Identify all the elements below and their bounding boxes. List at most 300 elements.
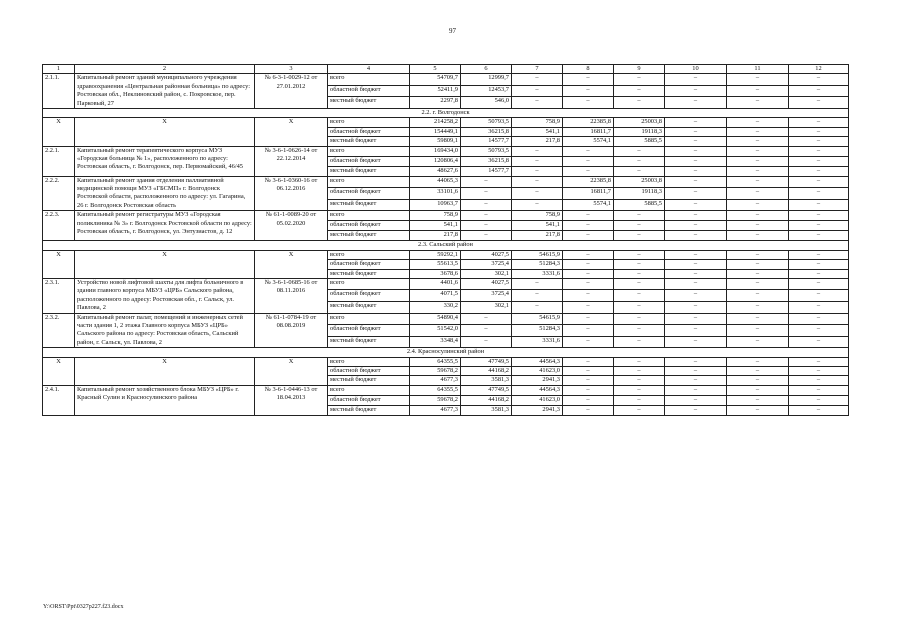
total-row bbox=[43, 118, 849, 127]
amount-cell: – bbox=[563, 146, 614, 156]
amount-cell: – bbox=[789, 85, 849, 97]
amount-cell: – bbox=[614, 74, 665, 86]
amount-cell: 51284,3 bbox=[512, 260, 563, 269]
amount-cell: 541,1 bbox=[410, 221, 461, 231]
amount-cell: – bbox=[563, 405, 614, 415]
funding-source: областной бюджет bbox=[328, 325, 410, 337]
funding-source: областной бюджет bbox=[328, 85, 410, 97]
amount-cell: – bbox=[727, 97, 789, 109]
header-cell: 11 bbox=[727, 65, 789, 74]
amount-cell: – bbox=[789, 376, 849, 385]
amount-cell: 25003,8 bbox=[614, 176, 665, 188]
document-ref: № 61-1-0784-19 от 08.08.2019 bbox=[255, 313, 328, 348]
funding-source: областной бюджет bbox=[328, 366, 410, 375]
funding-source: местный бюджет bbox=[328, 231, 410, 241]
amount-cell: – bbox=[727, 325, 789, 337]
section-row bbox=[43, 241, 849, 250]
amount-cell: – bbox=[727, 278, 789, 290]
amount-cell: – bbox=[789, 176, 849, 188]
amount-cell: – bbox=[563, 278, 614, 290]
amount-cell: – bbox=[563, 366, 614, 375]
funding-source: местный бюджет bbox=[328, 199, 410, 211]
amount-cell: 54615,9 bbox=[512, 313, 563, 325]
amount-cell: 55613,5 bbox=[410, 260, 461, 269]
amount-cell: 44168,2 bbox=[461, 366, 512, 375]
object-name: Капитальный ремонт регистратуры МУЗ «Городская поликлиника № 3» г. Волгодонск Ростовской области по адресу: Ростовская область, г. Волгодонск, ул. Энтузиастов, д. 12 bbox=[75, 211, 255, 241]
amount-cell: 2941,3 bbox=[512, 405, 563, 415]
amount-cell: 59678,2 bbox=[410, 395, 461, 405]
amount-cell: – bbox=[665, 146, 727, 156]
amount-cell: 25003,8 bbox=[614, 118, 665, 127]
row-number: 2.4.1. bbox=[43, 385, 75, 415]
amount-cell: – bbox=[614, 278, 665, 290]
funding-source: местный бюджет bbox=[328, 166, 410, 176]
funding-source: областной бюджет bbox=[328, 290, 410, 302]
amount-cell: 52411,9 bbox=[410, 85, 461, 97]
table-body bbox=[43, 65, 849, 416]
amount-cell: – bbox=[512, 97, 563, 109]
amount-cell: 22385,8 bbox=[563, 176, 614, 188]
section-title: 2.4. Красносулинский район bbox=[43, 348, 849, 357]
amount-cell: – bbox=[727, 74, 789, 86]
amount-cell: – bbox=[461, 199, 512, 211]
amount-cell: – bbox=[563, 250, 614, 259]
amount-cell: – bbox=[727, 127, 789, 136]
amount-cell: – bbox=[727, 250, 789, 259]
amount-cell: 12999,7 bbox=[461, 74, 512, 86]
amount-cell: 54890,4 bbox=[410, 313, 461, 325]
funding-source: всего bbox=[328, 118, 410, 127]
funding-source: областной бюджет bbox=[328, 221, 410, 231]
amount-cell: 4401,6 bbox=[410, 278, 461, 290]
section-row bbox=[43, 348, 849, 357]
amount-cell: 36215,8 bbox=[461, 127, 512, 136]
amount-cell: – bbox=[789, 395, 849, 405]
amount-cell: 16811,7 bbox=[563, 188, 614, 200]
amount-cell: – bbox=[789, 278, 849, 290]
header-cell: 1 bbox=[43, 65, 75, 74]
funding-source: всего bbox=[328, 146, 410, 156]
amount-cell: – bbox=[727, 357, 789, 366]
funding-source: всего bbox=[328, 176, 410, 188]
amount-cell: 541,1 bbox=[512, 127, 563, 136]
amount-cell: 5574,1 bbox=[563, 199, 614, 211]
object-name: Капитальный ремонт палат, помещений и инженерных сетей части здания 1, 2 этажа Главного корпуса МБУЗ «ЦРБ» Сальского района по адресу: Ростовская область, Сальский район, г. Сальск, ул. Павлова, 2 bbox=[75, 313, 255, 348]
amount-cell: 33101,6 bbox=[410, 188, 461, 200]
amount-cell: – bbox=[665, 211, 727, 221]
funding-source: всего bbox=[328, 385, 410, 395]
funding-source: всего bbox=[328, 211, 410, 221]
amount-cell: – bbox=[789, 290, 849, 302]
document-ref: Х bbox=[255, 118, 328, 146]
amount-cell: – bbox=[563, 85, 614, 97]
amount-cell: – bbox=[614, 405, 665, 415]
amount-cell: – bbox=[563, 260, 614, 269]
amount-cell: 169434,0 bbox=[410, 146, 461, 156]
amount-cell: – bbox=[614, 269, 665, 278]
document-ref: № 6-3-1-0029-12 от 27.01.2012 bbox=[255, 74, 328, 109]
amount-cell: – bbox=[665, 269, 727, 278]
amount-cell: – bbox=[727, 385, 789, 395]
footer-file-path: Y:\ORST\Ppt\0327p227.f23.docx bbox=[43, 604, 124, 610]
amount-cell: – bbox=[727, 156, 789, 166]
item-row bbox=[43, 385, 849, 395]
budget-table bbox=[42, 64, 849, 416]
amount-cell: – bbox=[789, 188, 849, 200]
amount-cell: 59292,1 bbox=[410, 250, 461, 259]
amount-cell: – bbox=[665, 176, 727, 188]
amount-cell: – bbox=[512, 166, 563, 176]
amount-cell: – bbox=[789, 221, 849, 231]
amount-cell: – bbox=[789, 325, 849, 337]
section-title: 2.3. Сальский район bbox=[43, 241, 849, 250]
funding-source: всего bbox=[328, 278, 410, 290]
amount-cell: – bbox=[727, 260, 789, 269]
amount-cell: – bbox=[789, 231, 849, 241]
amount-cell: – bbox=[512, 188, 563, 200]
funding-source: местный бюджет bbox=[328, 97, 410, 109]
amount-cell: – bbox=[727, 85, 789, 97]
amount-cell: – bbox=[727, 336, 789, 348]
amount-cell: – bbox=[461, 231, 512, 241]
document-ref: № 3-6-1-0360-16 от 06.12.2016 bbox=[255, 176, 328, 211]
item-row bbox=[43, 74, 849, 86]
funding-source: всего bbox=[328, 74, 410, 86]
amount-cell: 19118,3 bbox=[614, 188, 665, 200]
amount-cell: – bbox=[727, 176, 789, 188]
amount-cell: 44564,3 bbox=[512, 385, 563, 395]
row-number: 2.3.2. bbox=[43, 313, 75, 348]
amount-cell: – bbox=[614, 301, 665, 313]
amount-cell: – bbox=[665, 325, 727, 337]
header-cell: 12 bbox=[789, 65, 849, 74]
item-row bbox=[43, 211, 849, 221]
amount-cell: – bbox=[563, 357, 614, 366]
header-cell: 7 bbox=[512, 65, 563, 74]
amount-cell: – bbox=[512, 176, 563, 188]
section-row bbox=[43, 109, 849, 118]
amount-cell: 758,9 bbox=[410, 211, 461, 221]
header-cell: 5 bbox=[410, 65, 461, 74]
amount-cell: 54615,9 bbox=[512, 250, 563, 259]
amount-cell: 3725,4 bbox=[461, 260, 512, 269]
header-cell: 10 bbox=[665, 65, 727, 74]
item-row bbox=[43, 313, 849, 325]
document-ref: № 61-1-0089-20 от 05.02.2020 bbox=[255, 211, 328, 241]
row-number: 2.2.2. bbox=[43, 176, 75, 211]
amount-cell: 330,2 bbox=[410, 301, 461, 313]
amount-cell: – bbox=[665, 199, 727, 211]
amount-cell: – bbox=[614, 231, 665, 241]
amount-cell: – bbox=[461, 176, 512, 188]
amount-cell: 3581,3 bbox=[461, 405, 512, 415]
amount-cell: 3678,6 bbox=[410, 269, 461, 278]
amount-cell: – bbox=[563, 74, 614, 86]
amount-cell: – bbox=[665, 313, 727, 325]
amount-cell: 154449,1 bbox=[410, 127, 461, 136]
amount-cell: – bbox=[789, 211, 849, 221]
amount-cell: 50793,5 bbox=[461, 118, 512, 127]
funding-source: областной бюджет bbox=[328, 188, 410, 200]
amount-cell: – bbox=[665, 260, 727, 269]
funding-source: всего bbox=[328, 313, 410, 325]
header-cell: 2 bbox=[75, 65, 255, 74]
amount-cell: 3331,6 bbox=[512, 336, 563, 348]
amount-cell: 51284,3 bbox=[512, 325, 563, 337]
amount-cell: 217,8 bbox=[512, 231, 563, 241]
amount-cell: – bbox=[727, 188, 789, 200]
funding-source: местный бюджет bbox=[328, 405, 410, 415]
funding-source: местный бюджет bbox=[328, 376, 410, 385]
amount-cell: – bbox=[665, 395, 727, 405]
document-ref: Х bbox=[255, 357, 328, 385]
funding-source: областной бюджет bbox=[328, 260, 410, 269]
amount-cell: – bbox=[614, 395, 665, 405]
amount-cell: – bbox=[563, 336, 614, 348]
header-cell: 4 bbox=[328, 65, 410, 74]
amount-cell: 51542,0 bbox=[410, 325, 461, 337]
amount-cell: 14577,7 bbox=[461, 137, 512, 146]
amount-cell: – bbox=[789, 336, 849, 348]
amount-cell: – bbox=[665, 97, 727, 109]
amount-cell: – bbox=[665, 118, 727, 127]
amount-cell: – bbox=[614, 325, 665, 337]
amount-cell: 47749,5 bbox=[461, 357, 512, 366]
row-number: Х bbox=[43, 118, 75, 146]
amount-cell: – bbox=[512, 301, 563, 313]
amount-cell: 64355,5 bbox=[410, 385, 461, 395]
amount-cell: – bbox=[563, 301, 614, 313]
header-cell: 8 bbox=[563, 65, 614, 74]
amount-cell: 50793,5 bbox=[461, 146, 512, 156]
amount-cell: – bbox=[563, 313, 614, 325]
amount-cell: – bbox=[789, 366, 849, 375]
amount-cell: – bbox=[789, 127, 849, 136]
amount-cell: 5885,5 bbox=[614, 137, 665, 146]
amount-cell: 19118,3 bbox=[614, 127, 665, 136]
total-row bbox=[43, 357, 849, 366]
amount-cell: – bbox=[727, 211, 789, 221]
amount-cell: – bbox=[665, 336, 727, 348]
amount-cell: – bbox=[789, 385, 849, 395]
amount-cell: 22385,8 bbox=[563, 118, 614, 127]
amount-cell: – bbox=[789, 97, 849, 109]
amount-cell: – bbox=[789, 199, 849, 211]
document-ref: № 3-6-1-0446-13 от 18.04.2013 bbox=[255, 385, 328, 415]
amount-cell: 120806,4 bbox=[410, 156, 461, 166]
amount-cell: – bbox=[665, 250, 727, 259]
amount-cell: – bbox=[727, 395, 789, 405]
amount-cell: – bbox=[614, 211, 665, 221]
amount-cell: – bbox=[727, 269, 789, 278]
amount-cell: 4677,3 bbox=[410, 376, 461, 385]
amount-cell: – bbox=[512, 146, 563, 156]
amount-cell: – bbox=[665, 385, 727, 395]
amount-cell: 2941,3 bbox=[512, 376, 563, 385]
amount-cell: 2297,8 bbox=[410, 97, 461, 109]
amount-cell: – bbox=[789, 269, 849, 278]
amount-cell: – bbox=[727, 376, 789, 385]
amount-cell: – bbox=[563, 269, 614, 278]
page-number: 97 bbox=[449, 27, 456, 35]
amount-cell: 3725,4 bbox=[461, 290, 512, 302]
item-row bbox=[43, 176, 849, 188]
object-name: Капитальный ремонт терапевтического корпуса МУЗ «Городская больница № 1», расположенного по адресу: Ростовская область, г. Волгодонск, пер. Первомайский, 46/45 bbox=[75, 146, 255, 176]
amount-cell: – bbox=[614, 156, 665, 166]
object-name: Х bbox=[75, 118, 255, 146]
amount-cell: – bbox=[665, 405, 727, 415]
amount-cell: – bbox=[789, 137, 849, 146]
amount-cell: – bbox=[614, 166, 665, 176]
funding-source: местный бюджет bbox=[328, 336, 410, 348]
amount-cell: – bbox=[789, 313, 849, 325]
amount-cell: – bbox=[789, 156, 849, 166]
header-cell: 6 bbox=[461, 65, 512, 74]
amount-cell: 47749,5 bbox=[461, 385, 512, 395]
amount-cell: 4027,5 bbox=[461, 278, 512, 290]
amount-cell: – bbox=[727, 137, 789, 146]
amount-cell: – bbox=[563, 97, 614, 109]
amount-cell: – bbox=[461, 211, 512, 221]
amount-cell: – bbox=[512, 199, 563, 211]
amount-cell: – bbox=[512, 85, 563, 97]
amount-cell: – bbox=[563, 385, 614, 395]
amount-cell: 302,1 bbox=[461, 269, 512, 278]
amount-cell: – bbox=[512, 278, 563, 290]
amount-cell: – bbox=[563, 156, 614, 166]
section-title: 2.2. г. Волгодонск bbox=[43, 109, 849, 118]
amount-cell: 541,1 bbox=[512, 221, 563, 231]
amount-cell: – bbox=[665, 188, 727, 200]
amount-cell: – bbox=[665, 166, 727, 176]
funding-source: областной бюджет bbox=[328, 395, 410, 405]
amount-cell: – bbox=[563, 231, 614, 241]
document-ref: № 3-6-1-0626-14 от 22.12.2014 bbox=[255, 146, 328, 176]
document-ref: Х bbox=[255, 250, 328, 278]
header-cell: 9 bbox=[614, 65, 665, 74]
amount-cell: 3331,6 bbox=[512, 269, 563, 278]
funding-source: местный бюджет bbox=[328, 301, 410, 313]
amount-cell: – bbox=[727, 231, 789, 241]
amount-cell: – bbox=[614, 385, 665, 395]
amount-cell: 16811,7 bbox=[563, 127, 614, 136]
amount-cell: – bbox=[727, 405, 789, 415]
amount-cell: – bbox=[665, 366, 727, 375]
object-name: Х bbox=[75, 250, 255, 278]
amount-cell: – bbox=[789, 146, 849, 156]
amount-cell: – bbox=[727, 366, 789, 375]
amount-cell: – bbox=[665, 278, 727, 290]
amount-cell: – bbox=[789, 118, 849, 127]
amount-cell: – bbox=[665, 156, 727, 166]
amount-cell: 59809,1 bbox=[410, 137, 461, 146]
amount-cell: – bbox=[614, 357, 665, 366]
amount-cell: – bbox=[563, 325, 614, 337]
amount-cell: 10963,7 bbox=[410, 199, 461, 211]
amount-cell: 758,9 bbox=[512, 211, 563, 221]
amount-cell: – bbox=[563, 166, 614, 176]
row-number: Х bbox=[43, 357, 75, 385]
amount-cell: – bbox=[727, 166, 789, 176]
amount-cell: – bbox=[789, 405, 849, 415]
amount-cell: 54709,7 bbox=[410, 74, 461, 86]
object-name: Капитальный ремонт здания отделения паллиативной медицинской помощи МУЗ «ГБСМП» г. Волгодонск Ростовской области, расположенного по адресу: ул. Гагарина, 26 г. Волгодонск Ростовская область bbox=[75, 176, 255, 211]
amount-cell: – bbox=[614, 290, 665, 302]
row-number: Х bbox=[43, 250, 75, 278]
amount-cell: – bbox=[727, 313, 789, 325]
amount-cell: – bbox=[563, 395, 614, 405]
row-number: 2.2.1. bbox=[43, 146, 75, 176]
item-row bbox=[43, 146, 849, 156]
amount-cell: – bbox=[727, 118, 789, 127]
amount-cell: – bbox=[512, 74, 563, 86]
amount-cell: – bbox=[614, 97, 665, 109]
object-name: Устройство новой лифтовой шахты для лифта больничного в здании главного корпуса МБУЗ «ЦРБ» Сальского района, расположенного по адресу: Ростовская обл., г. Сальск, ул. Павлова, 2 bbox=[75, 278, 255, 313]
amount-cell: – bbox=[665, 290, 727, 302]
amount-cell: 36215,8 bbox=[461, 156, 512, 166]
amount-cell: 5574,1 bbox=[563, 137, 614, 146]
amount-cell: – bbox=[563, 376, 614, 385]
amount-cell: 217,8 bbox=[410, 231, 461, 241]
item-row bbox=[43, 278, 849, 290]
amount-cell: – bbox=[614, 260, 665, 269]
amount-cell: – bbox=[727, 301, 789, 313]
object-name: Х bbox=[75, 357, 255, 385]
amount-cell: – bbox=[727, 199, 789, 211]
amount-cell: 546,0 bbox=[461, 97, 512, 109]
amount-cell: 44065,3 bbox=[410, 176, 461, 188]
amount-cell: – bbox=[789, 74, 849, 86]
amount-cell: – bbox=[789, 301, 849, 313]
amount-cell: 44168,2 bbox=[461, 395, 512, 405]
amount-cell: 3581,3 bbox=[461, 376, 512, 385]
document-ref: № 3-6-1-0685-16 от 08.11.2016 bbox=[255, 278, 328, 313]
funding-source: всего bbox=[328, 357, 410, 366]
funding-source: областной бюджет bbox=[328, 127, 410, 136]
amount-cell: – bbox=[614, 366, 665, 375]
amount-cell: – bbox=[512, 290, 563, 302]
amount-cell: – bbox=[665, 357, 727, 366]
funding-source: областной бюджет bbox=[328, 156, 410, 166]
amount-cell: 4027,5 bbox=[461, 250, 512, 259]
amount-cell: – bbox=[614, 336, 665, 348]
amount-cell: – bbox=[563, 211, 614, 221]
amount-cell: – bbox=[665, 231, 727, 241]
row-number: 2.2.3. bbox=[43, 211, 75, 241]
amount-cell: – bbox=[614, 85, 665, 97]
amount-cell: 758,9 bbox=[512, 118, 563, 127]
amount-cell: – bbox=[727, 146, 789, 156]
amount-cell: – bbox=[727, 290, 789, 302]
amount-cell: 59678,2 bbox=[410, 366, 461, 375]
amount-cell: – bbox=[614, 376, 665, 385]
funding-source: местный бюджет bbox=[328, 137, 410, 146]
amount-cell: – bbox=[789, 166, 849, 176]
amount-cell: 12453,7 bbox=[461, 85, 512, 97]
amount-cell: – bbox=[614, 146, 665, 156]
amount-cell: – bbox=[461, 336, 512, 348]
amount-cell: – bbox=[727, 221, 789, 231]
amount-cell: – bbox=[665, 74, 727, 86]
amount-cell: – bbox=[614, 221, 665, 231]
amount-cell: – bbox=[563, 290, 614, 302]
amount-cell: – bbox=[665, 301, 727, 313]
amount-cell: 48627,6 bbox=[410, 166, 461, 176]
amount-cell: 3348,4 bbox=[410, 336, 461, 348]
header-row bbox=[43, 65, 849, 74]
amount-cell: 4677,3 bbox=[410, 405, 461, 415]
object-name: Капитальный ремонт зданий муниципального учреждения здравоохранения «Центральная районная больница» по адресу: Ростовская обл., Неклиновский район, с. Покровское, пер. Парковый, 27 bbox=[75, 74, 255, 109]
